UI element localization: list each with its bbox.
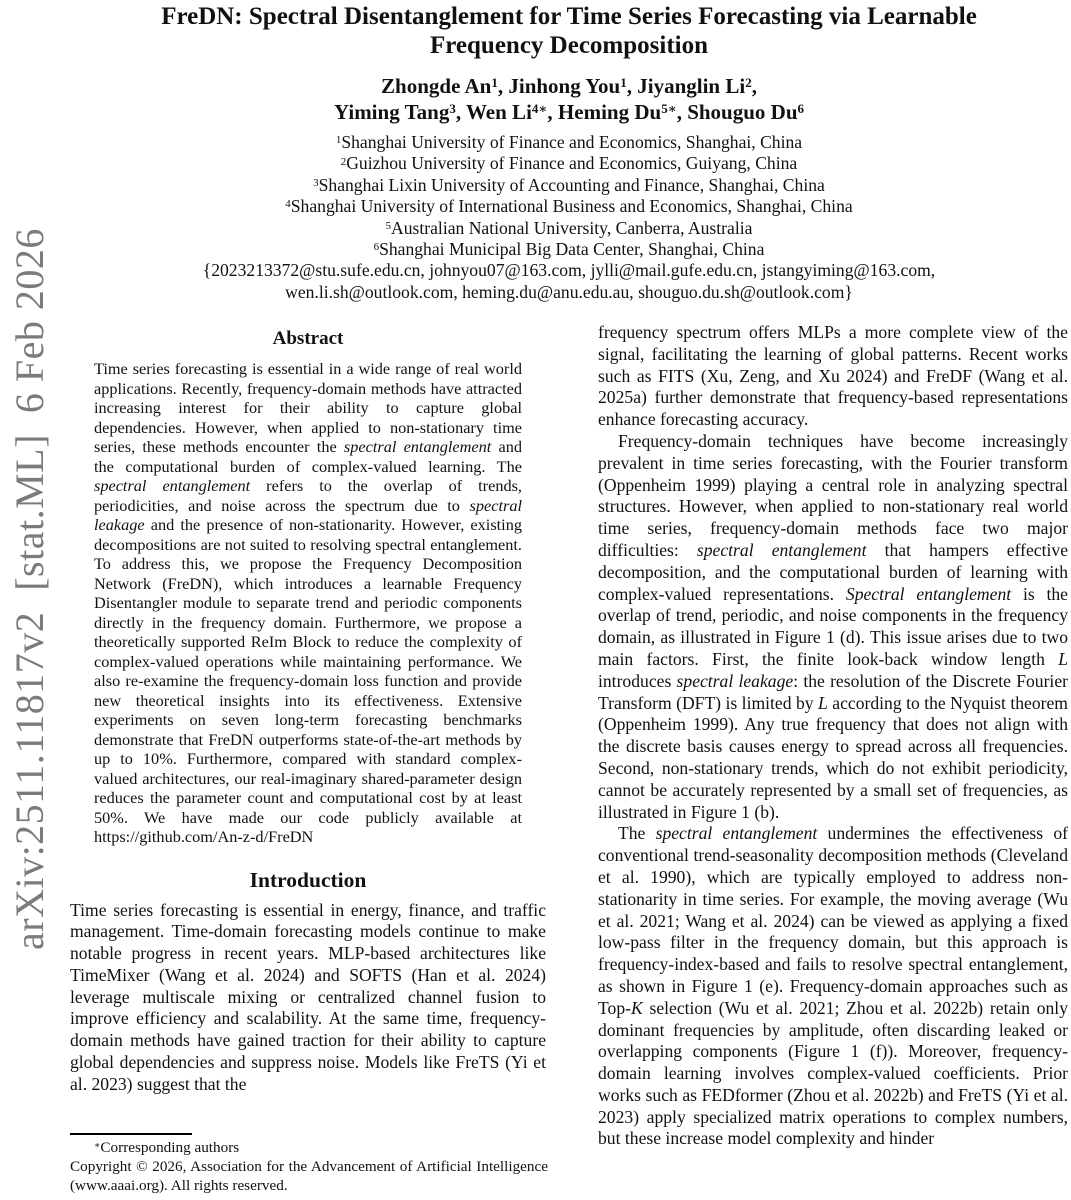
affiliation-line: $^5$Australian National University, Canberra, Australia bbox=[385, 217, 753, 238]
page-title: FreDN: Spectral Disentanglement for Time Series Forecasting via Learnable Frequency Decomposition bbox=[161, 3, 977, 59]
paper-header bbox=[70, 2, 1068, 304]
authors-block bbox=[70, 73, 1068, 125]
footnote-copyright: Copyright © 2026, Association for the Advancement of Artificial Intelligence (www.aaai.org). All rights reserved. bbox=[70, 1158, 548, 1194]
footnote-rule bbox=[70, 1133, 192, 1135]
introduction-paragraph: Time series forecasting is essential in energy, finance, and traffic management. Time-domain forecasting models continue to make notable progress in recent years. MLP-based architectures like TimeMixer (Wang et al. 2024) and SOFTS (Han et al. 2024) leverage multiscale mixing or centralized channel fusion to improve efficiency and scalability. At the same time, frequency-domain methods have gained traction for their ability to capture global dependencies and suppress noise. Models like FreTS (Yi et al. 2023) suggest that the bbox=[70, 899, 546, 1094]
abstract-text: Time series forecasting is essential in a wide range of real world applications. Recently, frequency-domain methods have attracted increasing interest for their ability to capture global dependencies. However, when applied to non-stationary time series, these methods encounter the spectral entanglement and the computational burden of complex-valued learning. The spectral entanglement refers to the overlap of trends, periodicities, and noise across the spectrum due to spectral leakage and the presence of non-stationarity. However, existing decompositions are not suited to resolving spectral entanglement. To address this, we propose the Frequency Decomposition Network (FreDN), which introduces a learnable Frequency Disentangler module to separate trend and periodic components directly in the frequency domain. Furthermore, we propose a theoretically supported ReIm Block to reduce the complexity of complex-valued operations while maintaining performance. We also re-examine the frequency-domain loss function and provide new theoretical insights into its effectiveness. Extensive experiments on seven long-term forecasting benchmarks demonstrate that FreDN outperforms state-of-the-art methods by up to 10%. Furthermore, compared with standard complex-valued architectures, our real-imaginary shared-parameter design reduces the parameter count and computational cost by at least 50%. We have made our code publicly available at https://github.com/An-z-d/FreDN bbox=[94, 359, 523, 846]
affiliation-line: $^2$Guizhou University of Finance and Economics, Guiyang, China bbox=[340, 153, 798, 174]
body-paragraph-continuation: frequency spectrum offers MLPs a more complete view of the signal, facilitating the learning of global patterns. Recent works such as FITS (Xu, Zeng, and Xu 2024) and FreDF (Wang et al. 2025a) further demonstrate that frequency-based representations enhance forecasting accuracy. bbox=[598, 322, 1068, 430]
abstract-heading: Abstract bbox=[272, 328, 344, 349]
affiliation-line: $^6$Shanghai Municipal Big Data Center, Shanghai, China bbox=[373, 239, 765, 260]
section-heading-introduction: Introduction bbox=[249, 867, 367, 892]
emails-block bbox=[70, 260, 1068, 303]
authors-line-1: Zhongde An$^1$, Jinhong You$^1$, Jiyanglin Li$^2$, bbox=[381, 74, 757, 98]
right-column bbox=[598, 322, 1068, 1150]
footnote-block bbox=[70, 1130, 548, 1195]
affiliation-line: $^1$Shanghai University of Finance and Economics, Shanghai, China bbox=[335, 132, 803, 152]
left-column bbox=[70, 322, 546, 1096]
arxiv-watermark: arXiv:2511.11817v2 [stat.ML] 6 Feb 2026 bbox=[7, 228, 52, 950]
footnote-corresponding-authors: ∗Corresponding authors bbox=[94, 1139, 240, 1156]
authors-line-2: Yiming Tang$^3$, Wen $Li^{4∗}$, Heming $Du^{5∗}$, Shouguo Du$^6$ bbox=[333, 100, 805, 124]
emails-line-1: {2023213372@stu.sufe.edu.cn, johnyou07@163.com, jylli@mail.gufe.edu.cn, jstangyiming@163.com, bbox=[202, 260, 936, 281]
body-paragraph: Frequency-domain techniques have become increasingly prevalent in time series forecasting, with the Fourier transform (Oppenheim 1999) playing a central role in analyzing spectral structures. However, when applied to non-stationary real world time series, frequency-domain methods face two major difficulties: spectral entanglement that hampers effective decomposition, and the computational burden of learning with complex-valued representations. Spectral entanglement is the overlap of trend, periodic, and noise components in the frequency domain, as illustrated in Figure 1 (d). This issue arises due to two main factors. First, the finite look-back window length L introduces spectral leakage: the resolution of the Discrete Fourier Transform (DFT) is limited by L according to the Nyquist theorem (Oppenheim 1999). Any true frequency that does not align with the discrete basis causes energy to spread across all frequencies. Second, non-stationary trends, which do not exhibit periodicity, cannot be accurately represented by a small set of frequencies, as illustrated in Figure 1 (b). bbox=[598, 430, 1069, 822]
affiliation-line: $^4$Shanghai University of International Business and Economics, Shanghai, China bbox=[285, 196, 853, 217]
body-paragraph: The spectral entanglement undermines the effectiveness of conventional trend-seasonality decomposition methods (Cleveland et al. 1990), which are typically employed to address non-stationarity in time series. For example, the moving average (Wu et al. 2021; Wang et al. 2024) can be viewed as applying a fixed low-pass filter in the frequency domain, but this approach is frequency-index-based and fails to resolve spectral entanglement, as shown in Figure 1 (e). Frequency-domain approaches such as Top-K selection (Wu et al. 2021; Zhou et al. 2022b) retain only dominant frequencies by amplitude, often discarding leaked or overlapping components (Figure 1 (f)). Moreover, frequency-domain learning involves complex-valued coefficients. Prior works such as FEDformer (Zhou et al. 2022b) and FreTS (Yi et al. 2023) apply specialized matrix operations to complex numbers, but these increase model complexity and hinder bbox=[598, 823, 1068, 1149]
affiliations-block bbox=[70, 132, 1068, 260]
emails-line-2: wen.li.sh@outlook.com, heming.du@anu.edu.au, shouguo.du.sh@outlook.com} bbox=[285, 282, 853, 303]
affiliation-line: $^3$Shanghai Lixin University of Accounting and Finance, Shanghai, China bbox=[313, 174, 825, 195]
